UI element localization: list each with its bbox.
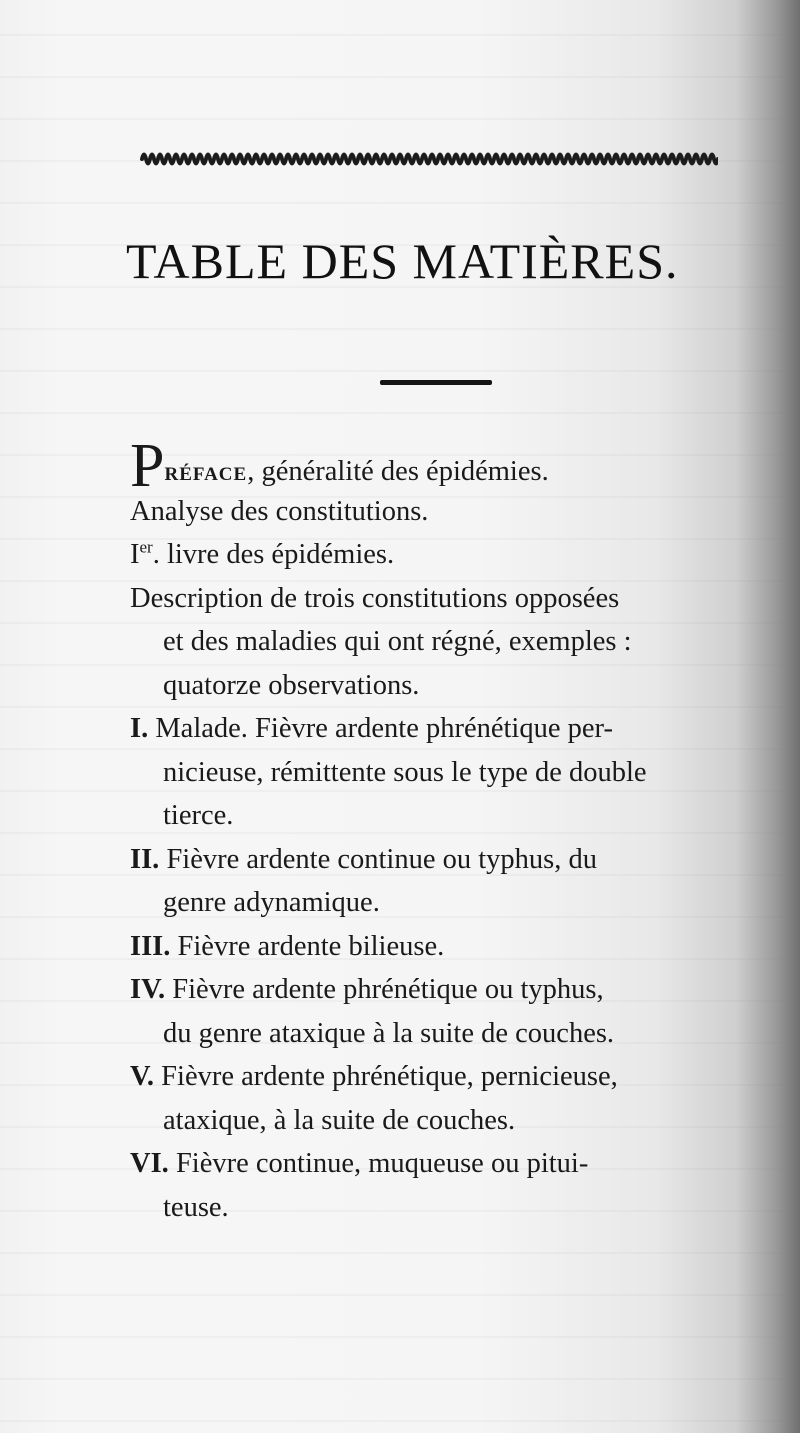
entry-numeral: IV. bbox=[130, 974, 166, 1005]
entry-text: Malade. Fièvre ardente phrénétique per- bbox=[155, 713, 613, 744]
preface-small-caps: RÉFACE bbox=[164, 464, 248, 485]
toc-entry-analyse: Analyse des constitutions. bbox=[130, 495, 429, 527]
preface-text: , généralité des épidémies. bbox=[247, 456, 549, 487]
entry-line: tierce. bbox=[163, 800, 234, 831]
ordinal-suffix: er bbox=[139, 537, 153, 557]
toc-entry-preface bbox=[130, 432, 770, 500]
title-rule bbox=[380, 380, 492, 385]
entry-line bbox=[130, 707, 770, 751]
description-line: quatorze observations. bbox=[163, 669, 420, 701]
entry-numeral: III. bbox=[130, 930, 171, 962]
book-ordinal: I bbox=[130, 539, 140, 570]
description-line: Description de trois constitutions opposées bbox=[130, 582, 620, 614]
toc-entry-first-book bbox=[130, 533, 770, 577]
entry-line: nicieuse, rémittente sous le type de double bbox=[163, 756, 647, 788]
entry-text: Fièvre ardente phrénétique ou typhus, bbox=[172, 974, 604, 1005]
toc-entry-observation-4 bbox=[130, 968, 770, 1055]
first-book-text: . livre des épidémies. bbox=[152, 539, 395, 570]
entry-line bbox=[130, 1055, 770, 1099]
entry-line: du genre ataxique à la suite de couches. bbox=[163, 1017, 615, 1049]
entry-line: ataxique, à la suite de couches. bbox=[163, 1104, 516, 1136]
entry-line: teuse. bbox=[163, 1191, 229, 1223]
entry-line bbox=[130, 968, 770, 1012]
entry-line bbox=[130, 838, 770, 882]
entry-line bbox=[130, 925, 770, 969]
toc-entry-observation-2 bbox=[130, 838, 770, 925]
drop-cap: P bbox=[130, 432, 165, 500]
toc-entry-observation-1 bbox=[130, 707, 770, 838]
entry-text: Fièvre continue, muqueuse ou pitui- bbox=[175, 1148, 589, 1179]
ornament-border bbox=[140, 148, 718, 170]
entry-numeral: VI. bbox=[130, 1148, 169, 1179]
toc-entry-observation-6 bbox=[130, 1142, 770, 1229]
toc-entry-observation-3 bbox=[130, 925, 770, 969]
page-title: TABLE DES MATIÈRES. bbox=[126, 233, 679, 289]
entry-numeral: V. bbox=[130, 1061, 155, 1092]
entry-text: Fièvre ardente continue ou typhus, du bbox=[166, 843, 597, 875]
toc-entry-observation-5 bbox=[130, 1055, 770, 1142]
entry-line bbox=[130, 1142, 770, 1186]
toc-entry-description bbox=[130, 577, 770, 708]
table-of-contents bbox=[130, 432, 770, 1229]
entry-numeral: I. bbox=[130, 713, 149, 744]
entry-numeral: II. bbox=[130, 843, 160, 875]
description-line: et des maladies qui ont régné, exemples : bbox=[163, 626, 632, 657]
entry-text: Fièvre ardente phrénétique, pernicieuse, bbox=[161, 1061, 618, 1092]
entry-text: Fièvre ardente bilieuse. bbox=[177, 930, 445, 962]
entry-line: genre adynamique. bbox=[163, 887, 380, 918]
